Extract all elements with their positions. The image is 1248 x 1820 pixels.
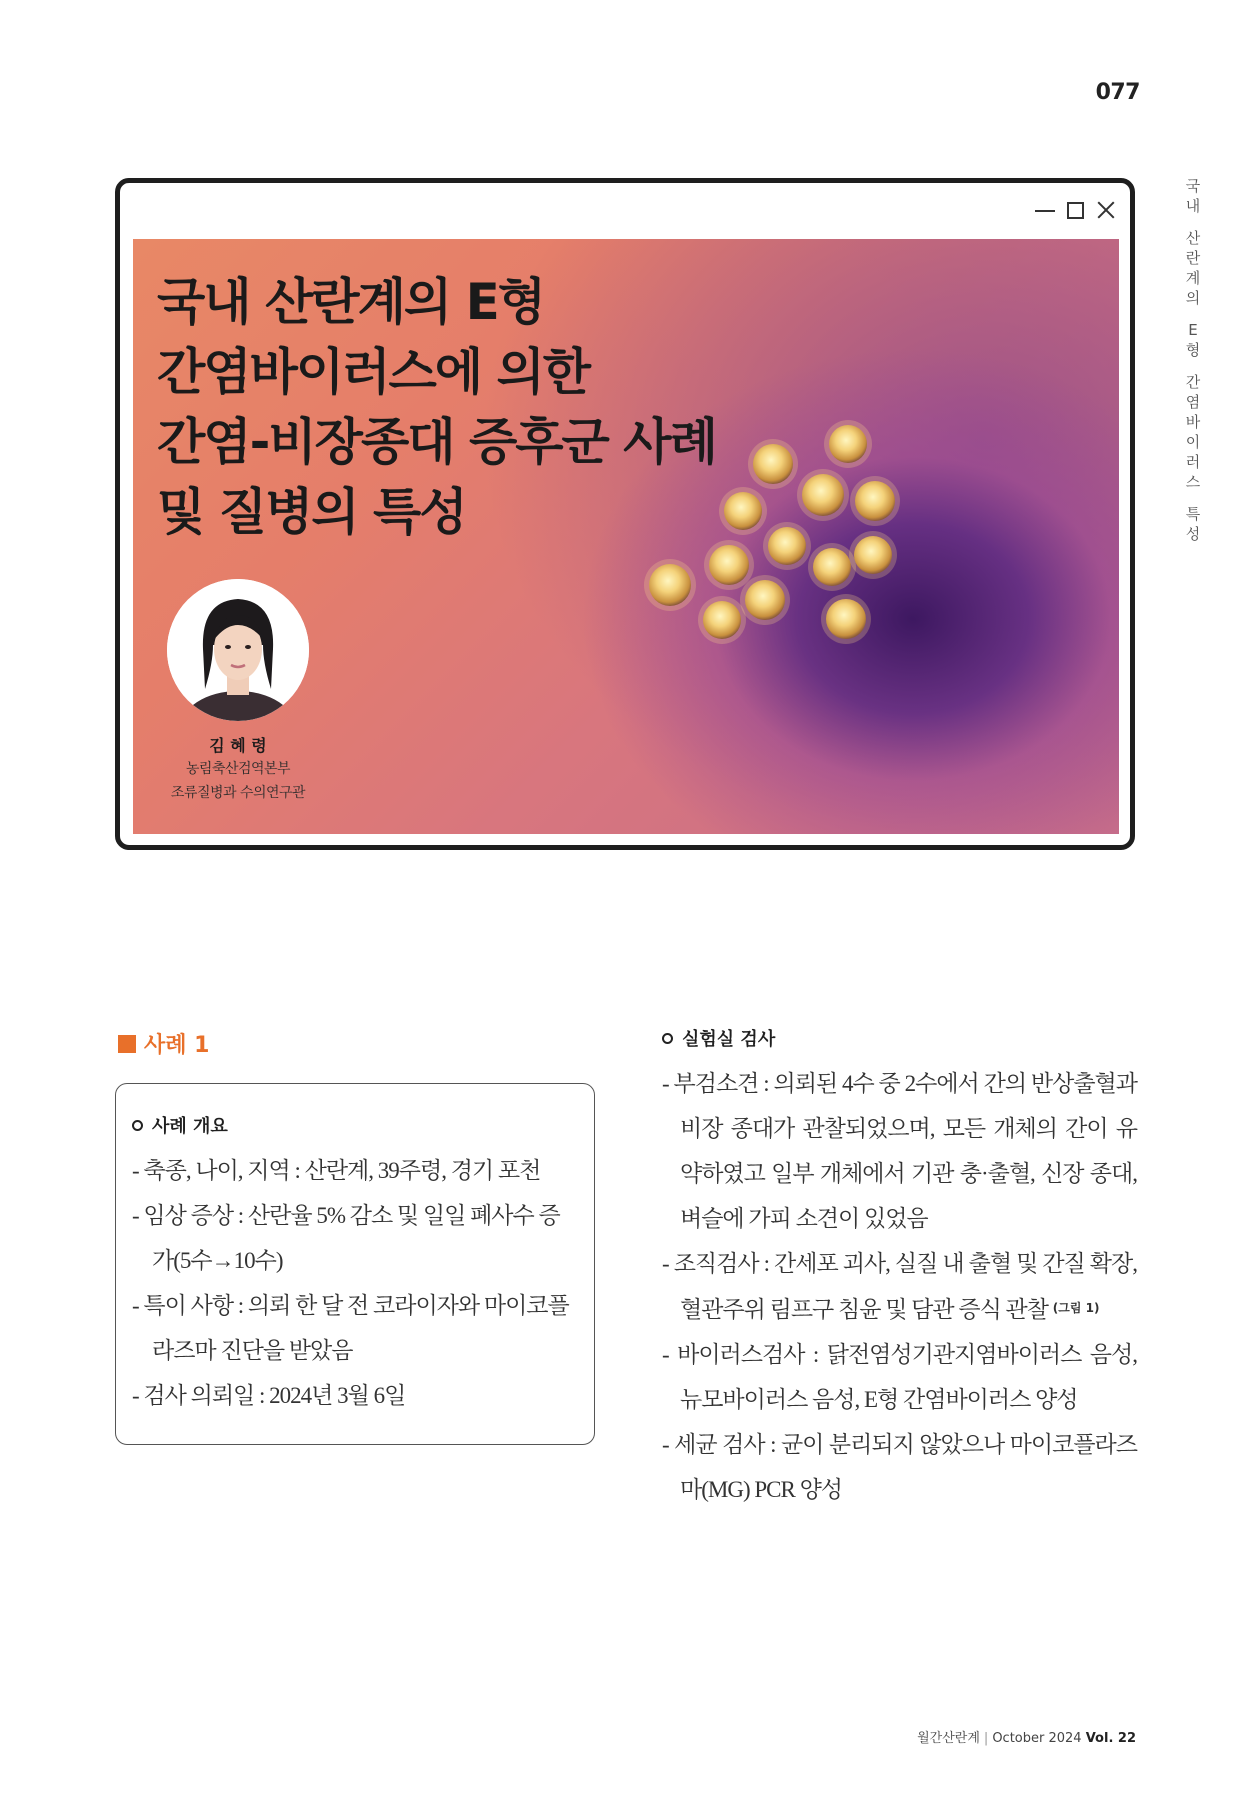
article-window: [115, 178, 1135, 850]
summary-heading-text: 사례 개요: [152, 1116, 228, 1137]
virus-particle: [855, 481, 895, 521]
hero-image: [133, 239, 1119, 834]
case-heading: [118, 1028, 209, 1059]
figure-reference: (그림 1): [1052, 1301, 1100, 1315]
running-title: [1180, 176, 1206, 544]
running-title-char: 란: [1185, 249, 1201, 267]
article-title-line: 간염바이러스에 의한: [157, 343, 590, 401]
footer-separator: |: [983, 1731, 989, 1746]
issue-volume: Vol. 22: [1085, 1731, 1136, 1746]
author-affiliation-line: 농림축산검역본부: [185, 761, 291, 777]
virus-particle: [709, 545, 749, 585]
lab-tests-section: [662, 1025, 1137, 1512]
minimize-icon: [1035, 200, 1055, 220]
lab-heading: [662, 1025, 1137, 1051]
article-title: [157, 267, 857, 547]
circle-bullet-icon: [132, 1120, 143, 1131]
running-title-char: 러: [1185, 453, 1201, 471]
running-title-char: 간: [1185, 373, 1201, 391]
close-icon: [1096, 200, 1116, 220]
virus-particle: [703, 601, 741, 639]
virus-particle: [745, 580, 785, 620]
author-photo: [167, 579, 309, 721]
author-affiliation-line: 조류질병과 수의연구관: [170, 785, 306, 801]
running-title-char: 내: [1185, 197, 1201, 215]
article-title-line: 간염-비장종대 증후군 사례: [157, 413, 716, 471]
running-title-char: 이: [1185, 433, 1201, 451]
page-footer: [880, 1727, 1136, 1746]
lab-item-text: - 세균 검사 : 균이 분리되지 않았으나 마이코플라즈마(MG) PCR 양성: [662, 1432, 1137, 1502]
virus-particle: [813, 548, 851, 586]
maximize-icon: [1067, 202, 1084, 219]
lab-item: [662, 1061, 1137, 1241]
lab-item: [662, 1332, 1137, 1422]
author-affiliation: [143, 757, 333, 805]
square-bullet-icon: [118, 1035, 136, 1053]
article-title-line: 국내 산란계의 E형: [157, 273, 545, 331]
page-number: 077: [1095, 80, 1140, 105]
author-name: 김 혜 령: [209, 736, 267, 755]
issue-date: October 2024: [992, 1731, 1082, 1746]
summary-item: - 검사 의뢰일 : 2024년 3월 6일: [132, 1383, 406, 1408]
running-title-char: 염: [1185, 393, 1201, 411]
summary-heading: [132, 1112, 574, 1138]
running-title-char: 성: [1185, 525, 1201, 543]
virus-particle: [649, 564, 691, 606]
summary-item: - 임상 증상 : 산란율 5% 감소 및 일일 폐사수 증가(5수→10수): [132, 1203, 560, 1273]
summary-item: - 축종, 나이, 지역 : 산란계, 39주령, 경기 포천: [132, 1158, 541, 1183]
lab-heading-text: 실험실 검사: [682, 1029, 776, 1050]
circle-bullet-icon: [662, 1033, 673, 1044]
running-title-char: 바: [1185, 413, 1201, 431]
summary-item: - 특이 사항 : 의뢰 한 달 전 코라이자와 마이코플라즈마 진단을 받았음: [132, 1293, 569, 1363]
lab-item-text: - 바이러스검사 : 닭전염성기관지염바이러스 음성, 뉴모바이러스 음성, E형 간염바이러스 양성: [662, 1342, 1137, 1412]
running-title-char: 특: [1185, 505, 1201, 523]
lab-item: [662, 1422, 1137, 1512]
virus-particle: [826, 599, 866, 639]
article-title-line: 및 질병의 특성: [157, 483, 466, 541]
virus-particle: [854, 536, 892, 574]
running-title-char: 형: [1185, 341, 1201, 359]
case-summary-box: [115, 1083, 595, 1445]
running-title-char: 계: [1185, 269, 1201, 287]
magazine-name: 월간산란계: [917, 1731, 980, 1746]
lab-item-text: - 조직검사 : 간세포 괴사, 실질 내 출혈 및 간질 확장, 혈관주위 림프구 침윤 및 담관 증식 관찰: [662, 1251, 1137, 1322]
window-controls: [1035, 200, 1116, 220]
lab-item: [662, 1241, 1137, 1332]
running-title-char: E: [1188, 321, 1198, 339]
case-heading-text: 사례 1: [144, 1033, 210, 1058]
running-title-char: 의: [1185, 289, 1201, 307]
running-title-char: 산: [1185, 229, 1201, 247]
running-title-char: 국: [1185, 177, 1201, 195]
running-title-char: 스: [1185, 473, 1201, 491]
lab-item-text: - 부검소견 : 의뢰된 4수 중 2수에서 간의 반상출혈과 비장 종대가 관찰되었으며, 모든 개체의 간이 유약하였고 일부 개체에서 기관 충·출혈, 신장 종대, 벼슬에 가피 소견이 있었음: [662, 1071, 1137, 1231]
